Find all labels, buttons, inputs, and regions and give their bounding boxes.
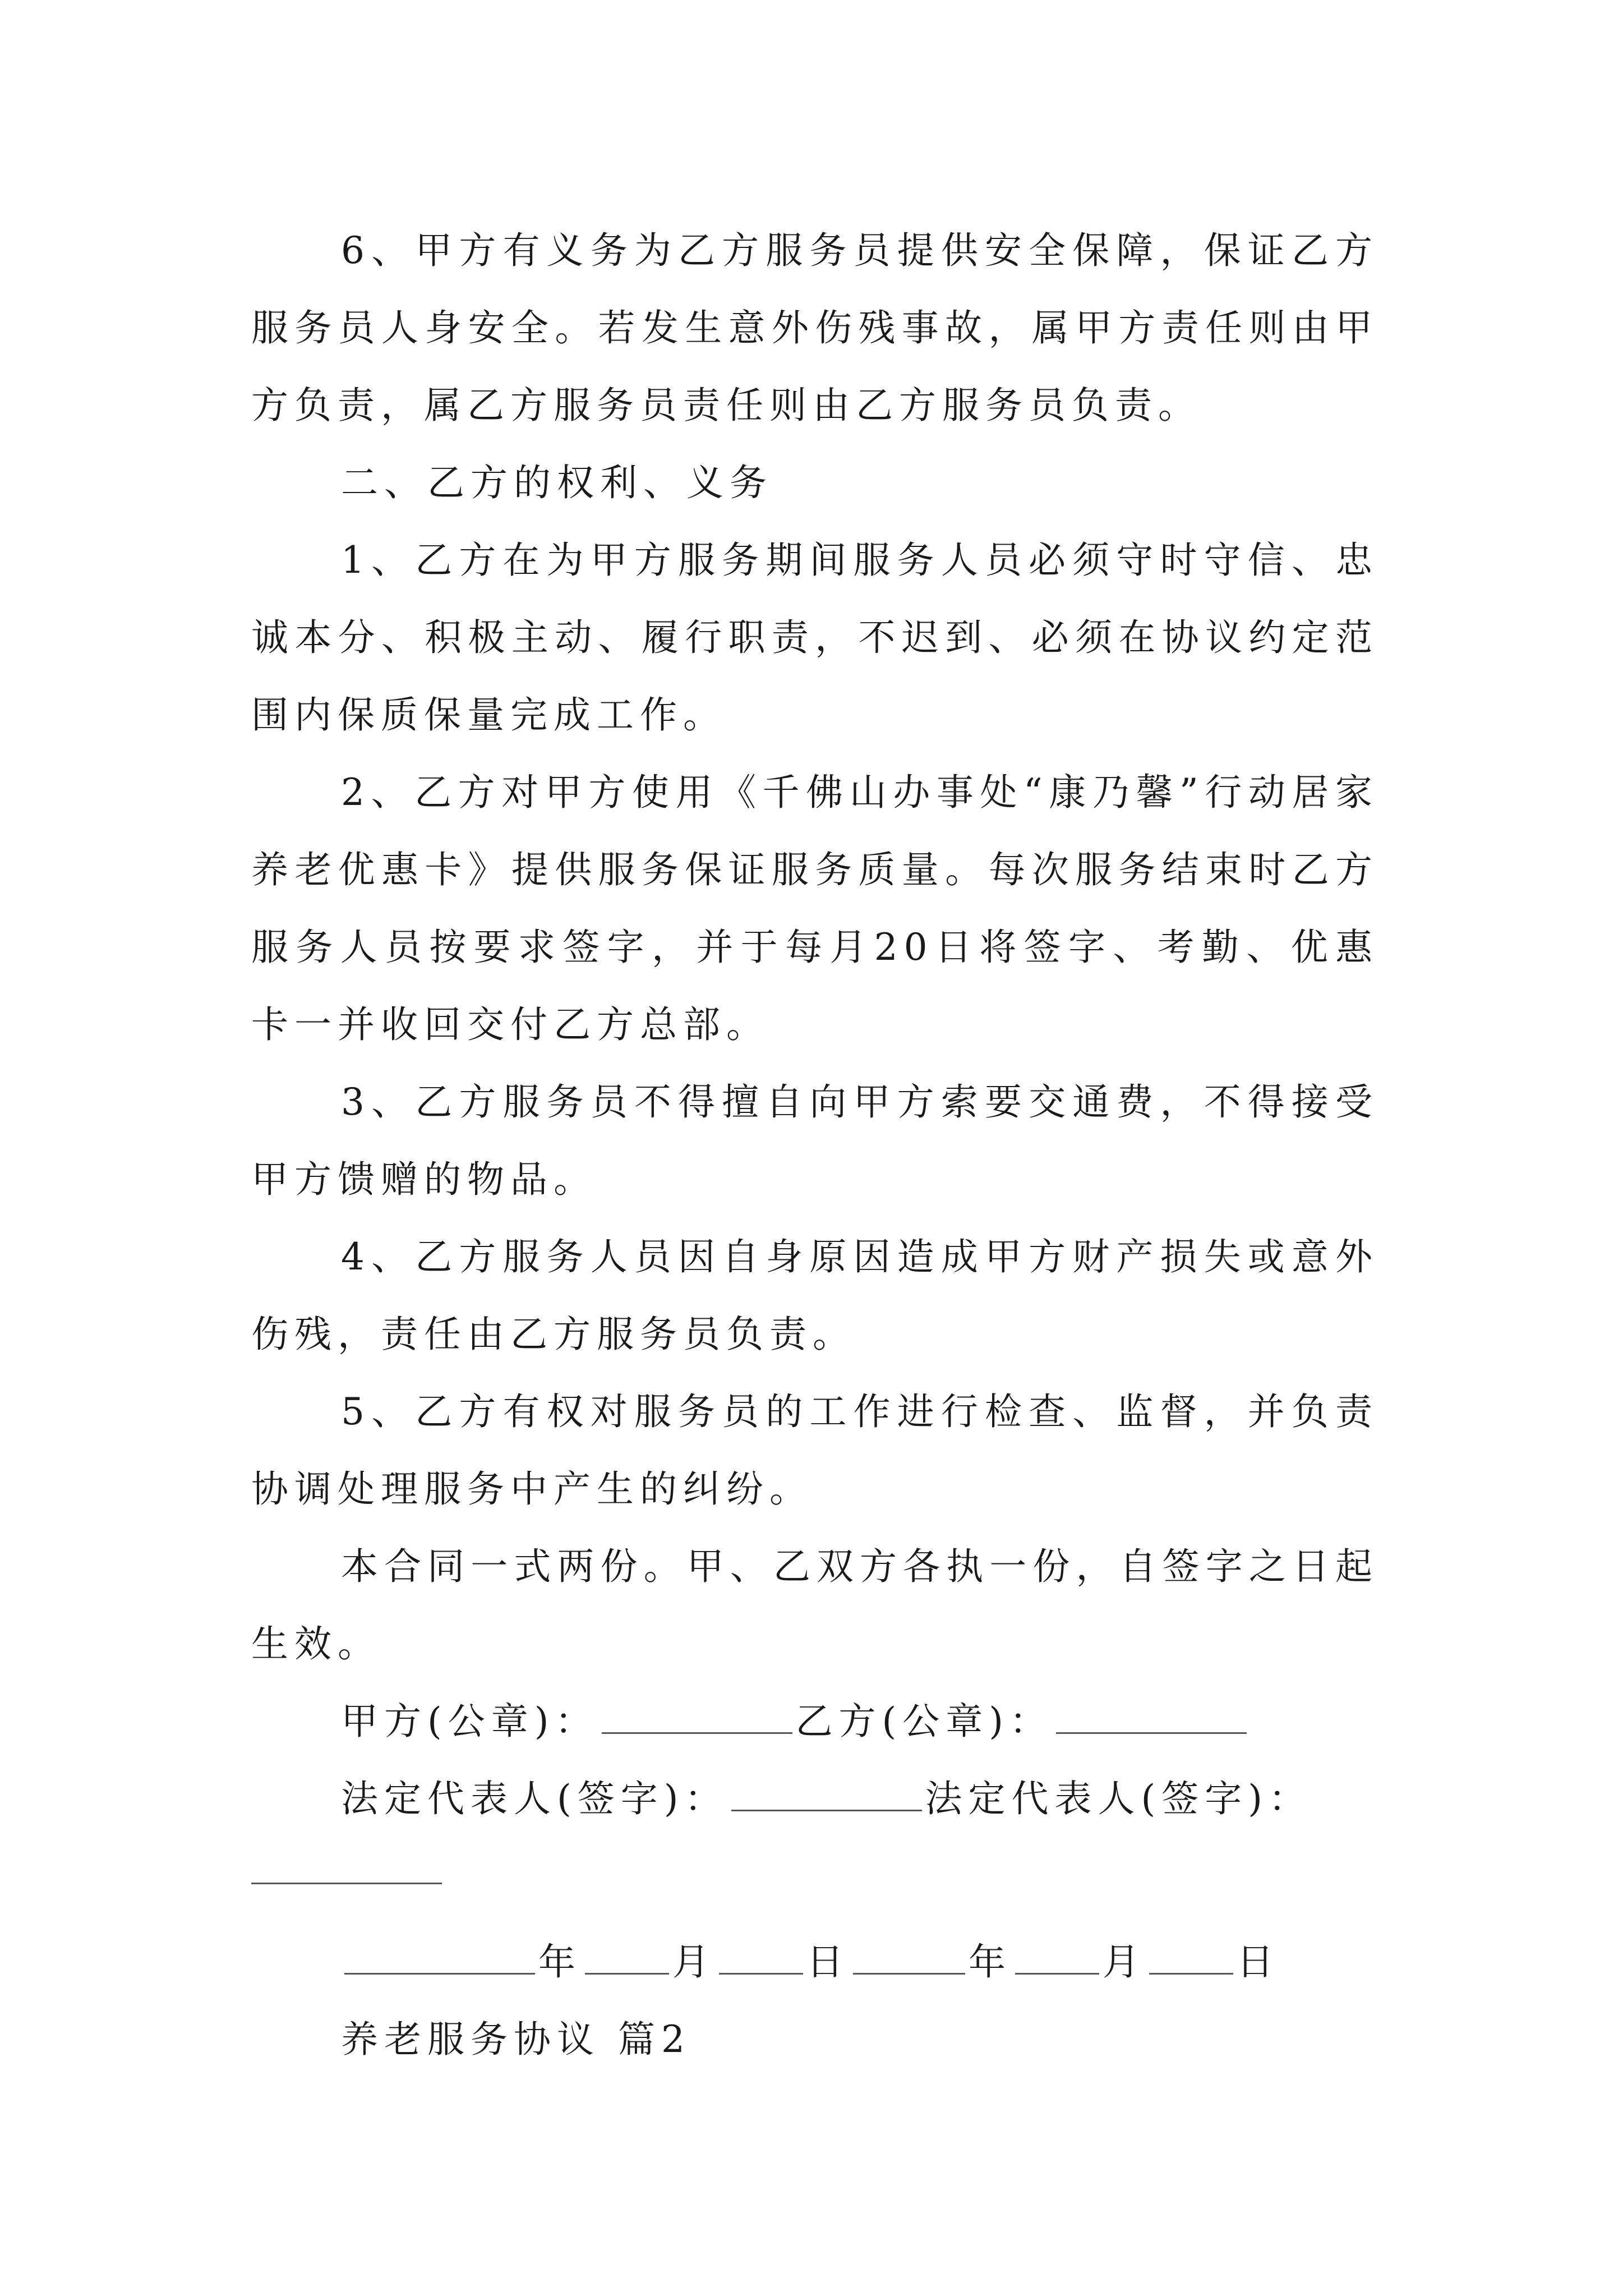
date-b-day: 日 bbox=[1237, 1940, 1280, 1984]
date-line bbox=[251, 1924, 1378, 2001]
clause-b1: 1、乙方在为甲方服务期间服务人员必须守时守信、忠诚本分、积极主动、履行职责，不迟到、必须在协议约定范围内保质保量完成工作。 bbox=[251, 539, 1378, 737]
date-b-year: 年 bbox=[969, 1940, 1012, 1984]
clause-b2: 2、乙方对甲方使用《千佛山办事处“康乃馨”行动居家养老优惠卡》提供服务保证服务质量。每次服务结束时乙方服务人员按要求签字，并于每月20日将签字、考勤、优惠卡一并收回交付乙方总部。 bbox=[251, 771, 1378, 1046]
date-a-month: 月 bbox=[672, 1940, 716, 1984]
date-b-month: 月 bbox=[1103, 1940, 1146, 1984]
date-b-year-blank bbox=[853, 1939, 965, 1975]
seal-line bbox=[251, 1683, 1378, 1760]
party-b-seal-label: 乙方(公章)： bbox=[795, 1700, 1053, 1743]
date-a-day-blank bbox=[719, 1939, 803, 1975]
representative-line bbox=[251, 1760, 1378, 1838]
date-b-month-blank bbox=[1015, 1939, 1099, 1975]
date-a-year: 年 bbox=[538, 1940, 582, 1984]
date-a-month-blank bbox=[585, 1939, 669, 1975]
clause-6: 6、甲方有义务为乙方服务员提供安全保障，保证乙方服务员人身安全。若发生意外伤残事故，属甲方责任则由甲方负责，属乙方服务员责任则由乙方服务员负责。 bbox=[251, 229, 1378, 427]
rep-b-label: 法定代表人(签字)： bbox=[925, 1777, 1312, 1820]
next-section-heading: 养老服务协议 篇2 bbox=[341, 2018, 691, 2061]
date-a-year-blank bbox=[344, 1939, 535, 1975]
rep-b-blank bbox=[251, 1849, 442, 1884]
party-b-seal-blank bbox=[1056, 1699, 1247, 1734]
date-a-day: 日 bbox=[806, 1940, 850, 1984]
document-page bbox=[251, 212, 1378, 2078]
date-b-day-blank bbox=[1149, 1939, 1233, 1975]
contract-validity: 本合同一式两份。甲、乙双方各执一份，自签字之日起生效。 bbox=[251, 1545, 1378, 1665]
clause-b3: 3、乙方服务员不得擅自向甲方索要交通费，不得接受甲方馈赠的物品。 bbox=[251, 1080, 1378, 1201]
party-a-seal-label: 甲方(公章)： bbox=[341, 1700, 598, 1743]
clause-b4: 4、乙方服务人员因自身原因造成甲方财产损失或意外伤残，责任由乙方服务员负责。 bbox=[251, 1235, 1378, 1356]
party-a-seal-blank bbox=[602, 1699, 792, 1734]
rep-a-label: 法定代表人(签字)： bbox=[341, 1777, 728, 1820]
section-heading-party-b: 二、乙方的权利、义务 bbox=[341, 461, 773, 504]
rep-a-blank bbox=[731, 1776, 922, 1811]
clause-b5: 5、乙方有权对服务员的工作进行检查、监督，并负责协调处理服务中产生的纠纷。 bbox=[251, 1390, 1378, 1511]
